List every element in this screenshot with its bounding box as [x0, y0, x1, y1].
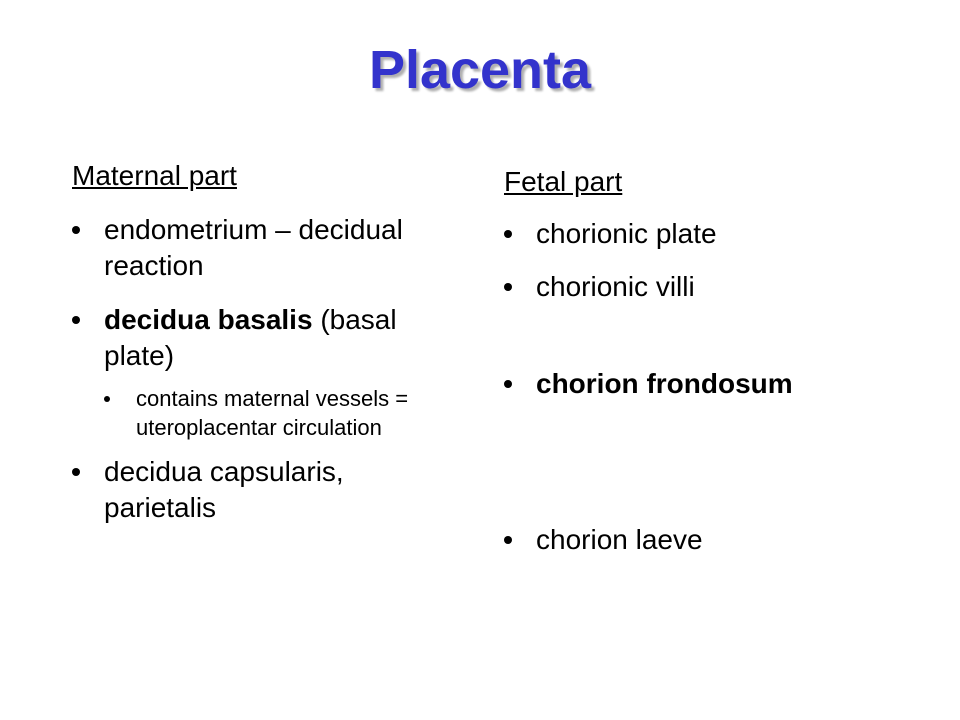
fetal-item-chorionic-villi — [504, 269, 924, 305]
fetal-item-label-bold: chorion frondosum — [536, 368, 793, 399]
fetal-item-label: chorion laeve — [536, 524, 703, 555]
fetal-item-chorionic-plate — [504, 216, 924, 252]
maternal-item-decidua-basalis — [72, 302, 452, 374]
maternal-item-endometrium — [72, 212, 452, 284]
maternal-subitem-label: contains maternal vessels = uteroplacentar circulation — [136, 386, 409, 440]
maternal-item-label: endometrium – decidual reaction — [104, 214, 403, 281]
slide-title: Placenta — [368, 40, 592, 100]
maternal-item-label: decidua capsularis, parietalis — [104, 456, 344, 523]
maternal-part-column — [72, 156, 452, 526]
fetal-part-column — [504, 162, 924, 558]
fetal-item-chorion-frondosum — [504, 366, 924, 402]
fetal-part-heading: Fetal part — [504, 166, 623, 197]
maternal-subitem-vessels — [72, 384, 452, 442]
maternal-item-label-note: (basal plate) — [104, 304, 397, 371]
maternal-part-heading: Maternal part — [72, 160, 237, 191]
maternal-item-decidua-capsularis — [72, 454, 452, 526]
maternal-item-label-bold: decidua basalis — [104, 304, 313, 335]
fetal-item-chorion-laeve — [504, 522, 924, 558]
fetal-item-label: chorionic plate — [536, 218, 717, 249]
fetal-item-label: chorionic villi — [536, 271, 695, 302]
